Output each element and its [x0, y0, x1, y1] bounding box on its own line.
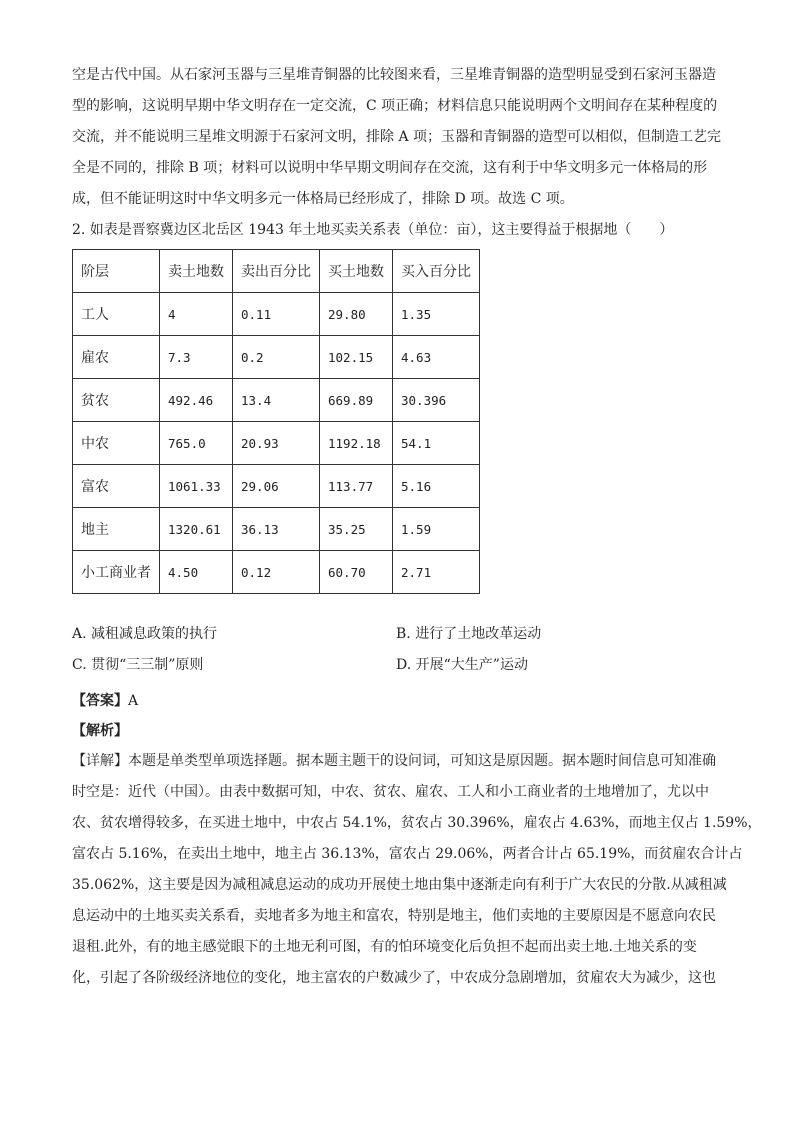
text-line: 35.062%，这主要是因为减租减息运动的成功开展使土地由集中逐渐走向有利于广大农民的分散.从减租减: [72, 877, 727, 893]
table-cell: 54.1: [393, 422, 480, 465]
table-cell: 工人: [73, 293, 160, 336]
table-cell: 贫农: [73, 379, 160, 422]
table-cell: 4: [160, 293, 233, 336]
text-line: 时空是：近代（中国）。由表中数据可知，中农、贫农、雇农、工人和小工商业者的土地增加了，尤以中: [72, 784, 709, 800]
text-line: 成，但不能证明这时中华文明多元一体格局已经形成了，排除 D 项。故选 C 项。: [72, 191, 574, 207]
text-line: 息运动中的土地买卖关系看，卖地者多为地主和富农，特别是地主，他们卖地的主要原因是不愿意向农民: [72, 908, 716, 924]
table-cell: 地主: [73, 508, 160, 551]
table-cell: 0.2: [233, 336, 320, 379]
table-cell: 富农: [73, 465, 160, 508]
table-cell: 113.77: [320, 465, 393, 508]
table-header-row: [73, 250, 480, 293]
answer-label: 【答案】: [72, 693, 128, 709]
table-cell: 60.70: [320, 551, 393, 594]
option-a: A. 减租减息政策的执行: [72, 626, 218, 642]
text-line: 型的影响，这说明早期中华文明存在一定交流，C 项正确；材料信息只能说明两个文明间存在某种程度的: [72, 98, 718, 114]
table-row: [73, 422, 480, 465]
table-row: [73, 293, 480, 336]
table-cell: 7.3: [160, 336, 233, 379]
option-b: B. 进行了土地改革运动: [396, 626, 542, 642]
analysis-label: 【解析】: [72, 723, 128, 739]
analysis-heading: [72, 716, 722, 746]
answer-line: [72, 686, 722, 716]
previous-explanation: [72, 60, 722, 215]
table-cell: 13.4: [233, 379, 320, 422]
table-cell: 669.89: [320, 379, 393, 422]
table-cell: 0.11: [233, 293, 320, 336]
analysis-body: [72, 746, 762, 994]
table-cell: 中农: [73, 422, 160, 465]
land-transaction-table: [72, 249, 480, 594]
table-cell: 1192.18: [320, 422, 393, 465]
table-cell: 2.71: [393, 551, 480, 594]
option-c: C. 贯彻“三三制”原则: [72, 657, 204, 673]
option-d: D. 开展“大生产”运动: [396, 657, 528, 673]
table-cell: 30.396: [393, 379, 480, 422]
table-cell: 492.46: [160, 379, 233, 422]
table-row: [73, 508, 480, 551]
table-cell: 1061.33: [160, 465, 233, 508]
text-line: 空是古代中国。从石家河玉器与三星堆青铜器的比较图来看，三星堆青铜器的造型明显受到石家河玉器造: [72, 67, 716, 83]
document-page: [72, 60, 762, 994]
table-row: [73, 336, 480, 379]
table-cell: 20.93: [233, 422, 320, 465]
header-cell: 买土地数: [320, 250, 393, 293]
header-cell: 阶层: [73, 250, 160, 293]
text-line: 【详解】本题是单类型单项选择题。据本题主题干的设问词，可知这是原因题。据本题时间信息可知准确: [72, 753, 716, 769]
table-cell: 4.63: [393, 336, 480, 379]
header-cell: 卖出百分比: [233, 250, 320, 293]
table-cell: 1320.61: [160, 508, 233, 551]
header-cell: 买入百分比: [393, 250, 480, 293]
table-cell: 1.59: [393, 508, 480, 551]
table-cell: 1.35: [393, 293, 480, 336]
question-stem: 2. 如表是晋察冀边区北岳区 1943 年土地买卖关系表（单位：亩），这主要得益于根据地（ ）: [72, 222, 674, 238]
table-cell: 29.80: [320, 293, 393, 336]
text-line: 交流，并不能说明三星堆文明源于石家河文明，排除 A 项；玉器和青铜器的造型可以相似，但制造工艺完: [72, 129, 722, 145]
table-cell: 102.15: [320, 336, 393, 379]
text-line: 退租.此外，有的地主感觉眼下的土地无利可图，有的怕环境变化后负担不起而出卖土地.土地关系的变: [72, 939, 697, 955]
text-line: 农、贫农增得较多，在买进土地中，中农占 54.1%，贫农占 30.396%，雇农占 4.63%，而地主仅占 1.59%，: [72, 815, 762, 831]
header-cell: 卖土地数: [160, 250, 233, 293]
text-line: 全是不同的，排除 B 项；材料可以说明中华早期文明间存在交流，这有利于中华文明多元一体格局的形: [72, 160, 708, 176]
text-line: 富农占 5.16%，在卖出土地中，地主占 36.13%，富农占 29.06%，两者合计占 65.19%，而贫雇农合计占: [72, 846, 743, 862]
table-cell: 小工商业者: [73, 551, 160, 594]
text-line: 化，引起了各阶级经济地位的变化，地主富农的户数减少了，中农成分急剧增加，贫雇农大为减少，这也: [72, 970, 716, 986]
table-cell: 0.12: [233, 551, 320, 594]
table-cell: 5.16: [393, 465, 480, 508]
table-row: [73, 379, 480, 422]
table-row: [73, 551, 480, 594]
table-cell: 35.25: [320, 508, 393, 551]
table-row: [73, 465, 480, 508]
answer-value: A: [128, 693, 139, 709]
table-cell: 36.13: [233, 508, 320, 551]
answer-options: [72, 624, 722, 686]
table-cell: 765.0: [160, 422, 233, 465]
table-cell: 雇农: [73, 336, 160, 379]
table-cell: 29.06: [233, 465, 320, 508]
table-cell: 4.50: [160, 551, 233, 594]
